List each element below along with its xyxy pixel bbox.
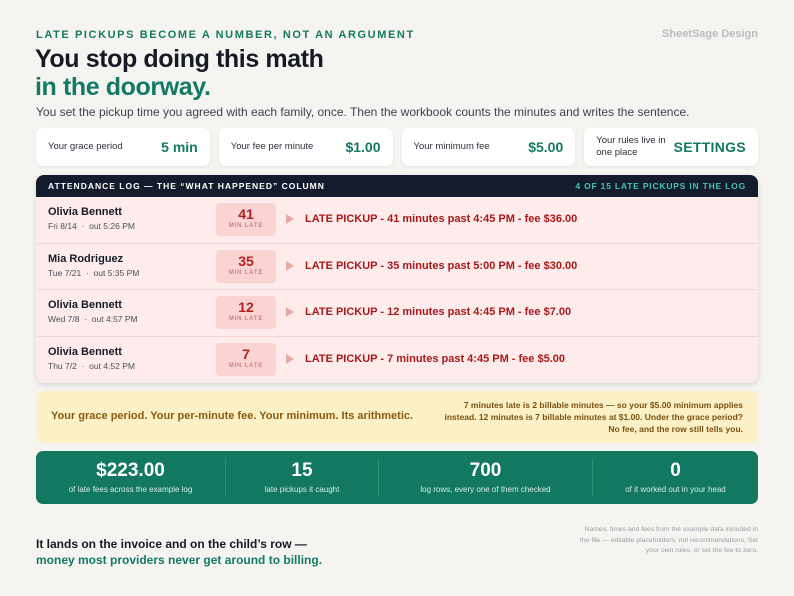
card-label: Your rules live in one place xyxy=(596,135,666,158)
stat-rows-checked xyxy=(379,459,593,496)
stat-value: 700 xyxy=(469,460,502,481)
late-pickup-message: LATE PICKUP - 41 minutes past 4:45 PM - fee $36.00 xyxy=(305,213,578,225)
card-value: SETTINGS xyxy=(673,139,746,155)
brand-logo: SheetSage Design xyxy=(662,28,758,40)
closing-line-2: money most providers never get around to billing. xyxy=(36,553,323,567)
table-row xyxy=(36,337,758,384)
play-arrow-icon xyxy=(286,354,294,364)
page-subtitle: You set the pickup time you agreed with each family, once. Then the workbook counts the minutes and writes the sentence. xyxy=(36,105,690,119)
minutes-late-value: 12 xyxy=(238,299,254,315)
minutes-late-value: 7 xyxy=(242,345,250,362)
child-name: Mia Rodriguez xyxy=(48,252,124,265)
late-pickup-message: LATE PICKUP - 12 minutes past 4:45 PM - fee $7.00 xyxy=(305,306,572,318)
log-title: ATTENDANCE LOG — THE “WHAT HAPPENED” COLUMN xyxy=(48,181,325,191)
card-label: Your fee per minute xyxy=(230,141,314,152)
minutes-late-value: 41 xyxy=(238,206,254,222)
stat-total-fees xyxy=(36,459,226,496)
stat-mental-math xyxy=(593,459,758,496)
stats-bar xyxy=(36,451,758,504)
closing-statement xyxy=(36,536,322,568)
title-line-2: in the doorway. xyxy=(35,73,211,101)
log-header xyxy=(36,175,758,197)
settings-location-card xyxy=(584,128,758,166)
stat-value: $223.00 xyxy=(96,460,165,481)
child-name: Olivia Bennett xyxy=(48,299,122,311)
explanation-note xyxy=(36,391,758,443)
minutes-late-value: 35 xyxy=(238,252,254,269)
pickup-date: Thu 7/2 · out 4:52 PM xyxy=(48,360,135,371)
pickup-date: Fri 8/14 · out 5:26 PM xyxy=(48,221,135,231)
stat-label: late pickups it caught xyxy=(264,485,340,494)
table-row xyxy=(36,197,758,244)
minimum-fee-card xyxy=(402,128,576,166)
minutes-late-badge xyxy=(216,343,276,376)
grace-period-card xyxy=(36,128,210,166)
card-label: Your minimum fee xyxy=(413,141,490,152)
attendance-log xyxy=(36,175,758,383)
table-row xyxy=(36,244,758,291)
stat-label: of late fees across the example log xyxy=(68,485,193,494)
minutes-late-label: MIN LATE xyxy=(228,223,264,229)
late-pickup-message: LATE PICKUP - 7 minutes past 4:45 PM - fee $5.00 xyxy=(305,352,566,365)
table-row xyxy=(36,290,758,337)
minutes-late-label: MIN LATE xyxy=(228,269,264,276)
card-label: Your grace period xyxy=(48,141,123,152)
child-info xyxy=(48,253,139,278)
pickup-date: Wed 7/8 · out 4:57 PM xyxy=(48,314,138,324)
note-headline: Your grace period. Your per-minute fee. Your minimum. Its arithmetic. xyxy=(51,410,414,422)
log-count: 4 OF 15 LATE PICKUPS IN THE LOG xyxy=(575,181,746,191)
stat-value: 0 xyxy=(670,460,681,481)
closing-line-1: It lands on the invoice and on the child’s row — xyxy=(36,537,307,551)
title-line-1: You stop doing this math xyxy=(35,45,324,73)
eyebrow-label: LATE PICKUPS BECOME A NUMBER, NOT AN ARGUMENT xyxy=(36,29,415,41)
card-value: 5 min xyxy=(161,139,198,155)
minutes-late-badge xyxy=(216,203,276,236)
stat-label: log rows, every one of them checked xyxy=(420,485,551,494)
minutes-late-badge xyxy=(216,250,276,283)
child-name: Olivia Bennett xyxy=(48,345,122,358)
stat-value: 15 xyxy=(291,460,313,481)
note-detail: 7 minutes late is 2 billable minutes — so your $5.00 minimum applies instead. 12 minutes is 7 billable minutes at $1.00. Under the grace period? No fee, and the row still tells you. xyxy=(444,400,743,434)
child-name: Olivia Bennett xyxy=(48,206,122,218)
stat-late-pickups xyxy=(226,459,379,496)
page-title xyxy=(35,45,324,101)
pickup-date: Tue 7/21 · out 5:35 PM xyxy=(48,267,140,278)
fee-per-minute-card xyxy=(219,128,393,166)
child-info xyxy=(48,206,135,231)
fine-print: Names, times and fees from the example data included in the file — editable placeholders, not recommendations. Set your own rules, or set the fee to zero. xyxy=(580,526,758,554)
card-value: $1.00 xyxy=(345,139,381,155)
child-info xyxy=(48,346,135,371)
late-pickup-message: LATE PICKUP - 35 minutes past 5:00 PM - fee $30.00 xyxy=(305,259,578,272)
settings-cards xyxy=(36,128,758,166)
play-arrow-icon xyxy=(286,214,294,224)
play-arrow-icon xyxy=(286,307,294,317)
child-info xyxy=(48,299,138,324)
minutes-late-label: MIN LATE xyxy=(228,316,264,322)
play-arrow-icon xyxy=(286,261,294,271)
stat-label: of it worked out in your head xyxy=(625,485,726,494)
minutes-late-badge xyxy=(216,296,276,329)
minutes-late-label: MIN LATE xyxy=(228,362,264,369)
card-value: $5.00 xyxy=(528,139,564,155)
